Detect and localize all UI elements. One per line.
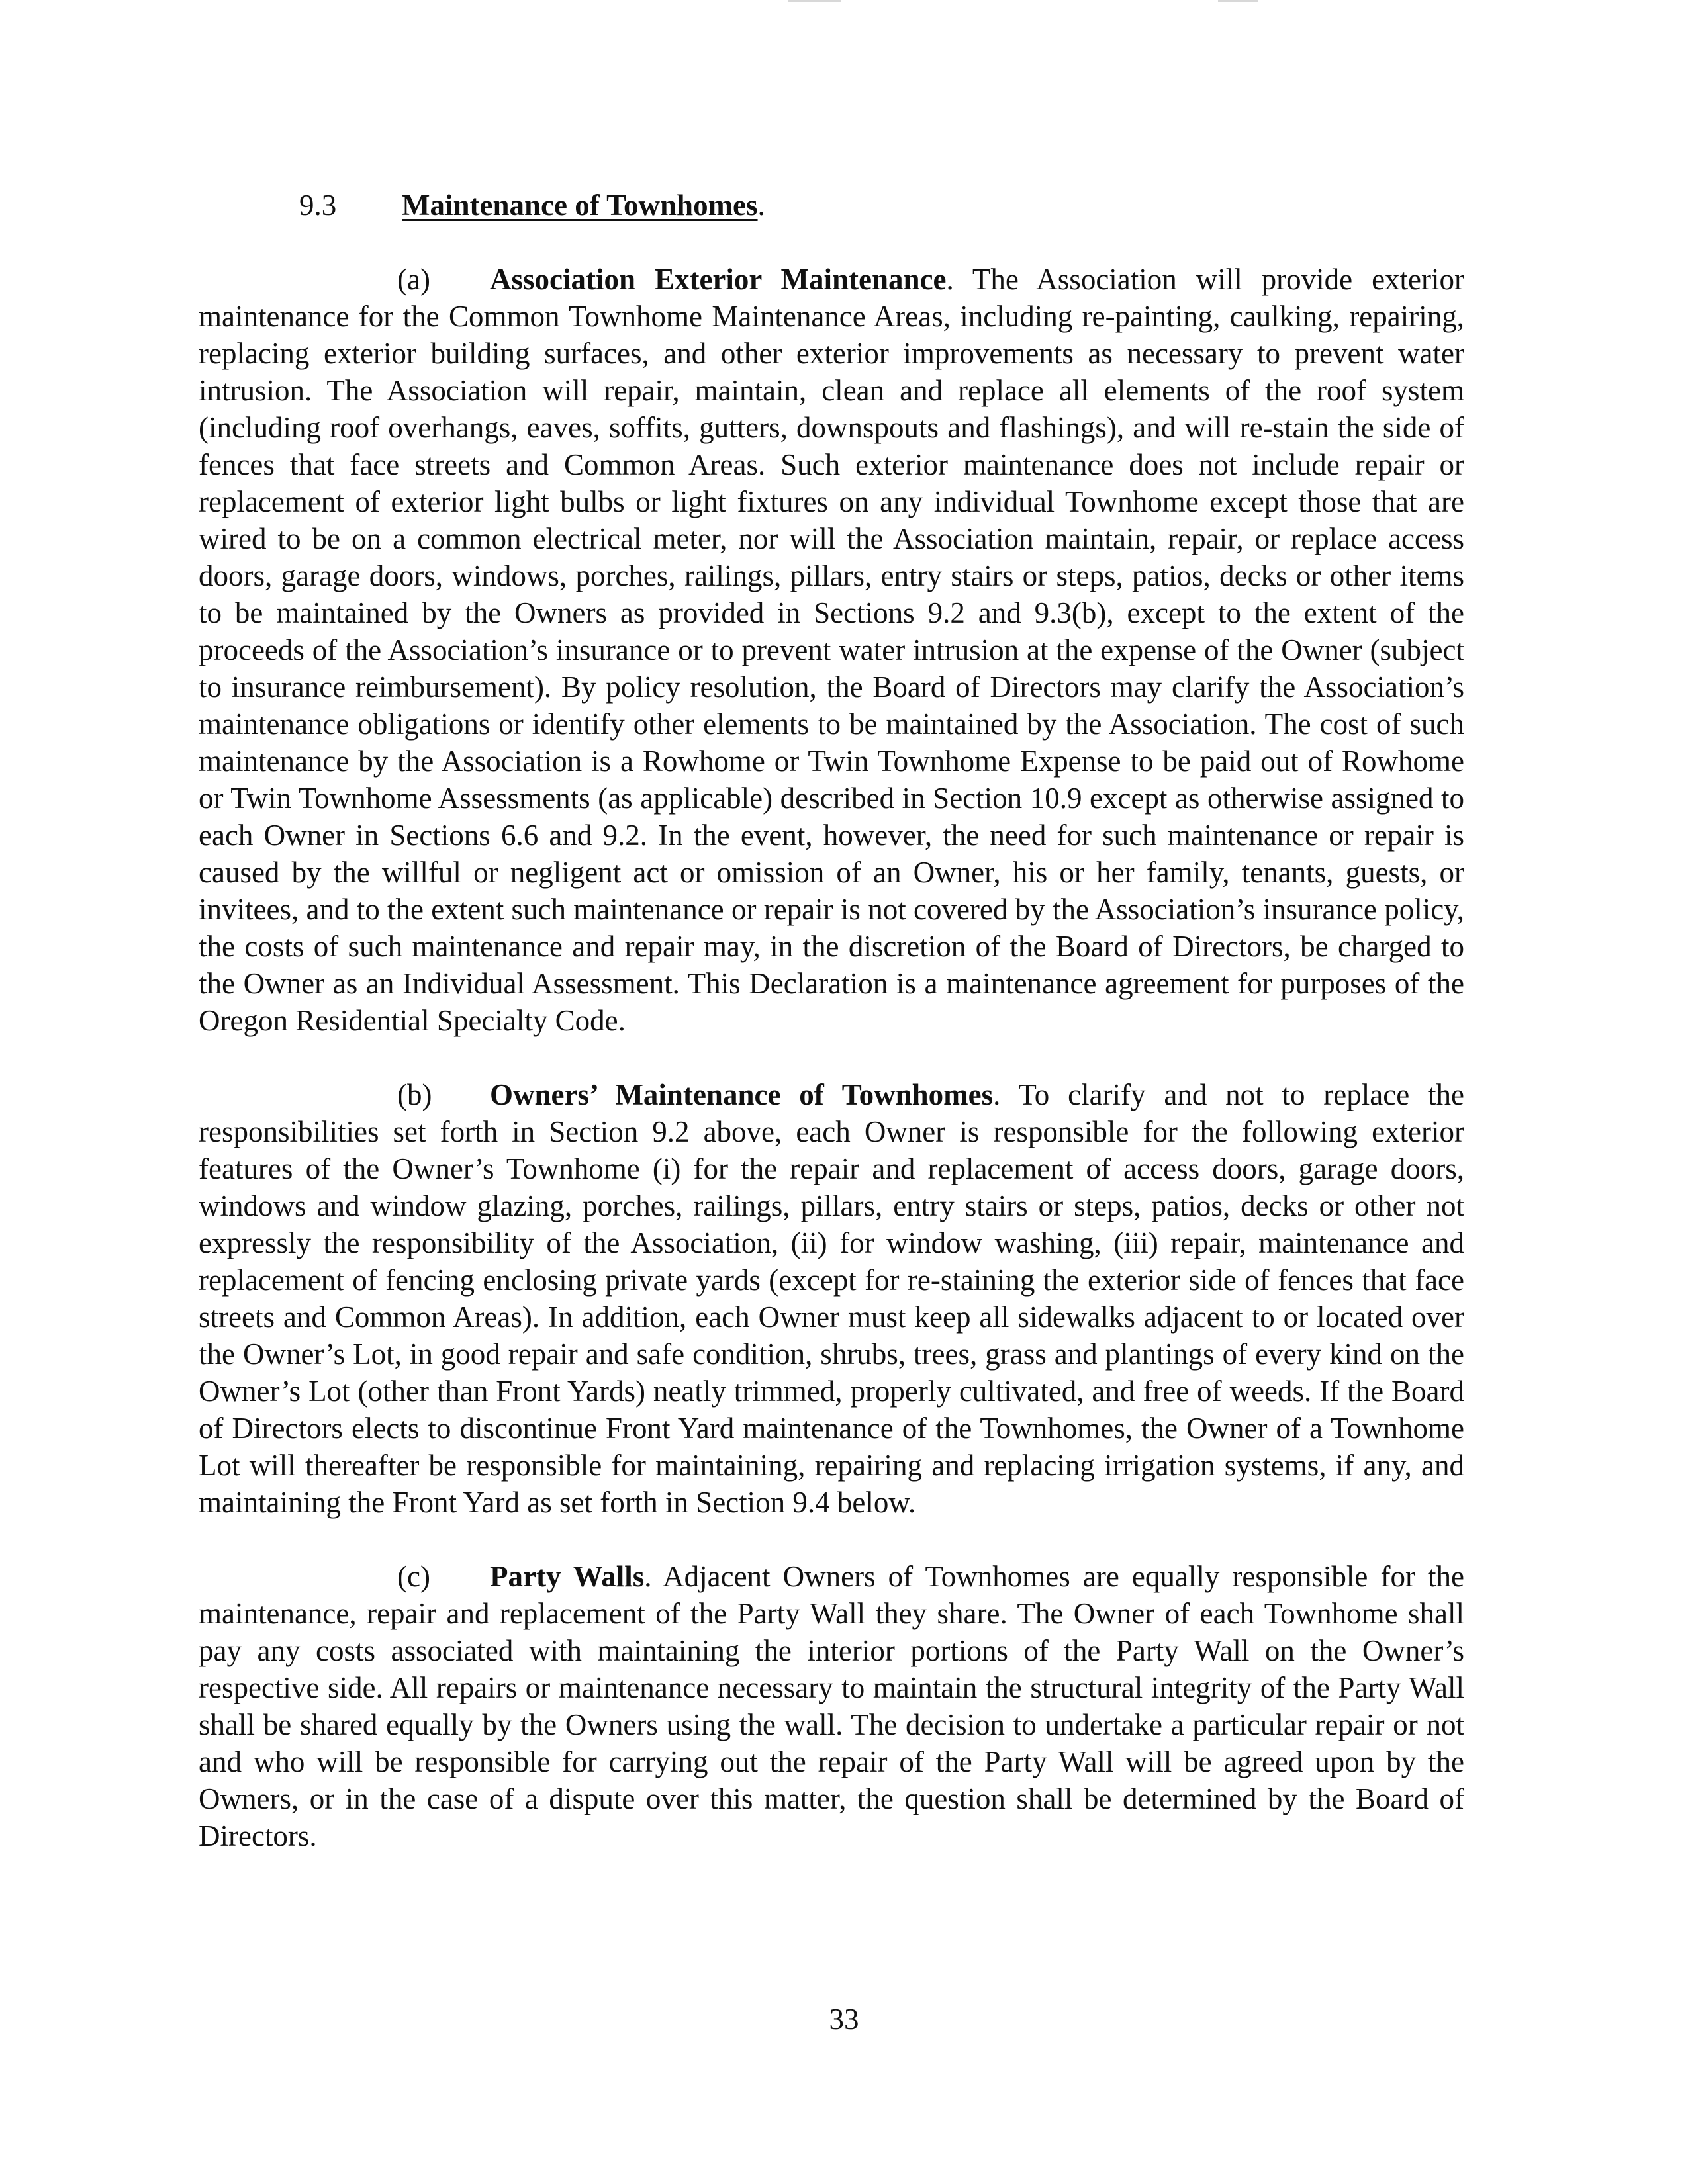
page-number: 33 — [829, 2003, 859, 2036]
paragraph-heading-period: . — [946, 263, 954, 296]
paragraph-a — [199, 261, 1464, 1039]
paragraph-heading-period: . — [993, 1078, 1001, 1111]
paragraph-label: (b) — [397, 1078, 432, 1111]
scan-artifact — [1218, 0, 1258, 2]
paragraph-heading: Owners’ Maintenance of Townhomes — [490, 1078, 994, 1111]
paragraph-b — [199, 1076, 1464, 1521]
paragraph-label: (c) — [397, 1560, 430, 1593]
document-body — [199, 187, 1464, 1891]
paragraph-text: The Association will provide exterior maintenance for the Common Townhome Maintenance Areas, including re-painting, caulking, repairing, replacing exterior building surfaces, and other exterior improvements as necessary to prevent water intrusion. The Association will repair, maintain, clean and replace all elements of the roof system (including roof overhangs, eaves, soffits, gutters, downspouts and flashings), and will re-stain the side of fences that face streets and Common Areas. Such exterior maintenance does not include repair or replacement of exterior light bulbs or light fixtures on any individual Townhome except those that are wired to be on a common electrical meter, nor will the Association maintain, repair, or replace access doors, garage doors, windows, porches, railings, pillars, entry stairs or steps, patios, decks or other items to be maintained by the Owners as provided in Sections 9.2 and 9.3(b), except to the extent of the proceeds of the Association’s insurance or to prevent water intrusion at the expense of the Owner (subject to insurance reimbursement). By policy resolution, the Board of Directors may clarify the Association’s maintenance obligations or identify other elements to be maintained by the Association. The cost of such maintenance by the Association is a Rowhome or Twin Townhome Expense to be paid out of Rowhome or Twin Townhome Assessments (as applicable) described in Section 10.9 except as otherwise assigned to each Owner in Sections 6.6 and 9.2. In the event, however, the need for such maintenance or repair is caused by the willful or negligent act or omission of an Owner, his or her family, tenants, guests, or invitees, and to the extent such maintenance or repair is not covered by the Association’s insurance policy, the costs of such maintenance and repair may, in the discretion of the Board of Directors, be charged to the Owner as an Individual Assessment. This Declaration is a maintenance agreement for purposes of the Oregon Residential Specialty Code. — [199, 263, 1464, 1037]
paragraph-text: Adjacent Owners of Townhomes are equally responsible for the maintenance, repair and replacement of the Party Wall they share. The Owner of each Townhome shall pay any costs associated with maintaining the interior portions of the Party Wall on the Owner’s respective side. All repairs or maintenance necessary to maintain the structural integrity of the Party Wall shall be shared equally by the Owners using the wall. The decision to undertake a particular repair or not and who will be responsible for carrying out the repair of the Party Wall will be agreed upon by the Owners, or in the case of a dispute over this matter, the question shall be determined by the Board of Directors. — [199, 1560, 1465, 1852]
section-title: Maintenance of Townhomes — [402, 189, 758, 222]
section-title-period: . — [757, 189, 765, 222]
paragraph-text: To clarify and not to replace the responsibilities set forth in Section 9.2 above, each Owner is responsible for the following exterior features of the Owner’s Townhome (i) for the repair and replacement of access doors, garage doors, windows and window glazing, porches, railings, pillars, entry stairs or steps, patios, decks or other not expressly the responsibility of the Association, (ii) for window washing, (iii) repair, maintenance and replacement of fencing enclosing private yards (except for re-staining the exterior side of fences that face streets and Common Areas). In addition, each Owner must keep all sidewalks adjacent to or located over the Owner’s Lot, in good repair and safe condition, shrubs, trees, grass and plantings of every kind on the Owner’s Lot (other than Front Yards) neatly trimmed, properly cultivated, and free of weeds. If the Board of Directors elects to discontinue Front Yard maintenance of the Townhomes, the Owner of a Townhome Lot will thereafter be responsible for maintaining, repairing and replacing irrigation systems, if any, and maintaining the Front Yard as set forth in Section 9.4 below. — [199, 1078, 1464, 1519]
section-number: 9.3 — [299, 189, 337, 222]
paragraph-heading-period: . — [644, 1560, 652, 1593]
paragraph-c — [199, 1558, 1464, 1854]
paragraph-label: (a) — [397, 263, 430, 296]
section-heading — [199, 187, 1464, 224]
paragraph-heading: Party Walls — [490, 1560, 645, 1593]
scan-artifact — [788, 0, 841, 2]
paragraph-heading: Association Exterior Maintenance — [490, 263, 947, 296]
